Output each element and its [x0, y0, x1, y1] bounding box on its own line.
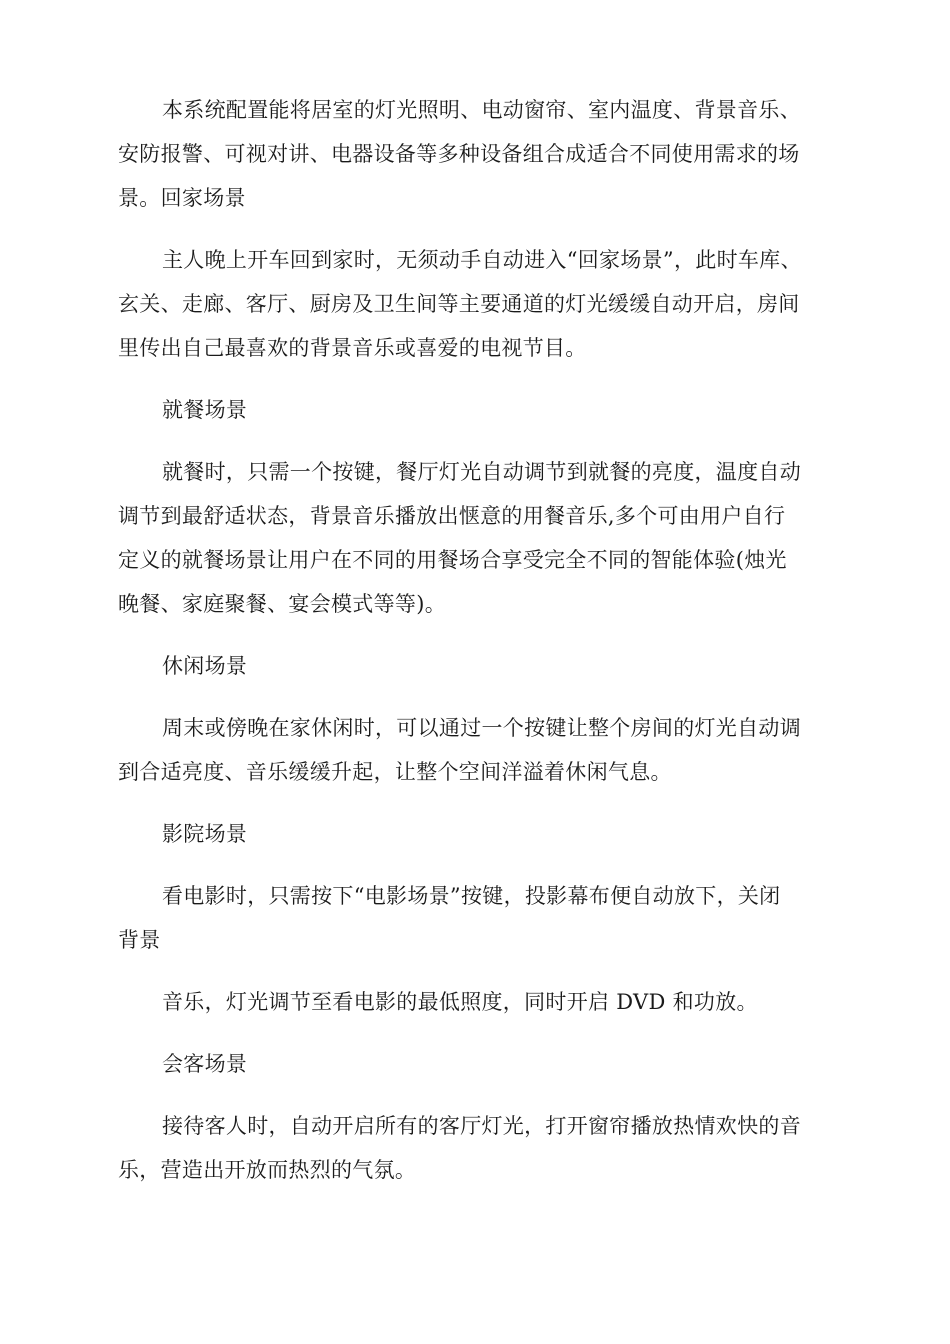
text-line: 乐，营造出开放而热烈的气氛。: [118, 1158, 417, 1182]
intro-paragraph: [118, 88, 832, 220]
dining-scene-heading: 就餐场景: [162, 398, 248, 422]
text-line: 接待客人时，自动开启所有的客厅灯光，打开窗帘播放热情欢快的音: [162, 1114, 801, 1138]
text-line: 景。回家场景: [118, 186, 246, 210]
text-line: 调节到最舒适状态，背景音乐播放出惬意的用餐音乐,多个可由用户自行: [118, 504, 786, 528]
text-line: 就餐时，只需一个按键，餐厅灯光自动调节到就餐的亮度，温度自动: [162, 460, 801, 484]
cinema-scene-continuation: 音乐，灯光调节至看电影的最低照度，同时开启 DVD 和功放。: [162, 990, 758, 1014]
dining-scene-paragraph: [118, 450, 832, 626]
text-line: 里传出自己最喜欢的背景音乐或喜爱的电视节目。: [118, 336, 587, 360]
text-line: 周末或傍晚在家休闲时，可以通过一个按键让整个房间的灯光自动调: [162, 716, 801, 740]
text-line: 晚餐、家庭聚餐、宴会模式等等)。: [118, 592, 446, 616]
cinema-scene-heading: 影院场景: [162, 822, 248, 846]
text-line: 玄关、走廊、客厅、厨房及卫生间等主要通道的灯光缓缓自动开启，房间: [118, 292, 800, 316]
text-line: 安防报警、可视对讲、电器设备等多种设备组合成适合不同使用需求的场: [118, 142, 800, 166]
cinema-scene-paragraph: [118, 874, 832, 962]
text-line: 背景: [118, 928, 161, 952]
home-scene-paragraph: [118, 238, 832, 370]
text-line: 看电影时，只需按下“电影场景”按键，投影幕布便自动放下，关闭: [162, 884, 781, 908]
leisure-scene-heading: 休闲场景: [162, 654, 248, 678]
guest-scene-paragraph: [118, 1104, 832, 1192]
leisure-scene-paragraph: [118, 706, 832, 794]
guest-scene-heading: 会客场景: [162, 1052, 248, 1076]
text-line: 定义的就餐场景让用户在不同的用餐场合享受完全不同的智能体验(烛光: [118, 548, 787, 572]
text-line: 到合适亮度、音乐缓缓升起，让整个空间洋溢着休闲气息。: [118, 760, 672, 784]
text-line: 主人晚上开车回到家时，无须动手自动进入“回家场景”，此时车库、: [162, 248, 802, 272]
text-line: 本系统配置能将居室的灯光照明、电动窗帘、室内温度、背景音乐、: [162, 98, 801, 122]
